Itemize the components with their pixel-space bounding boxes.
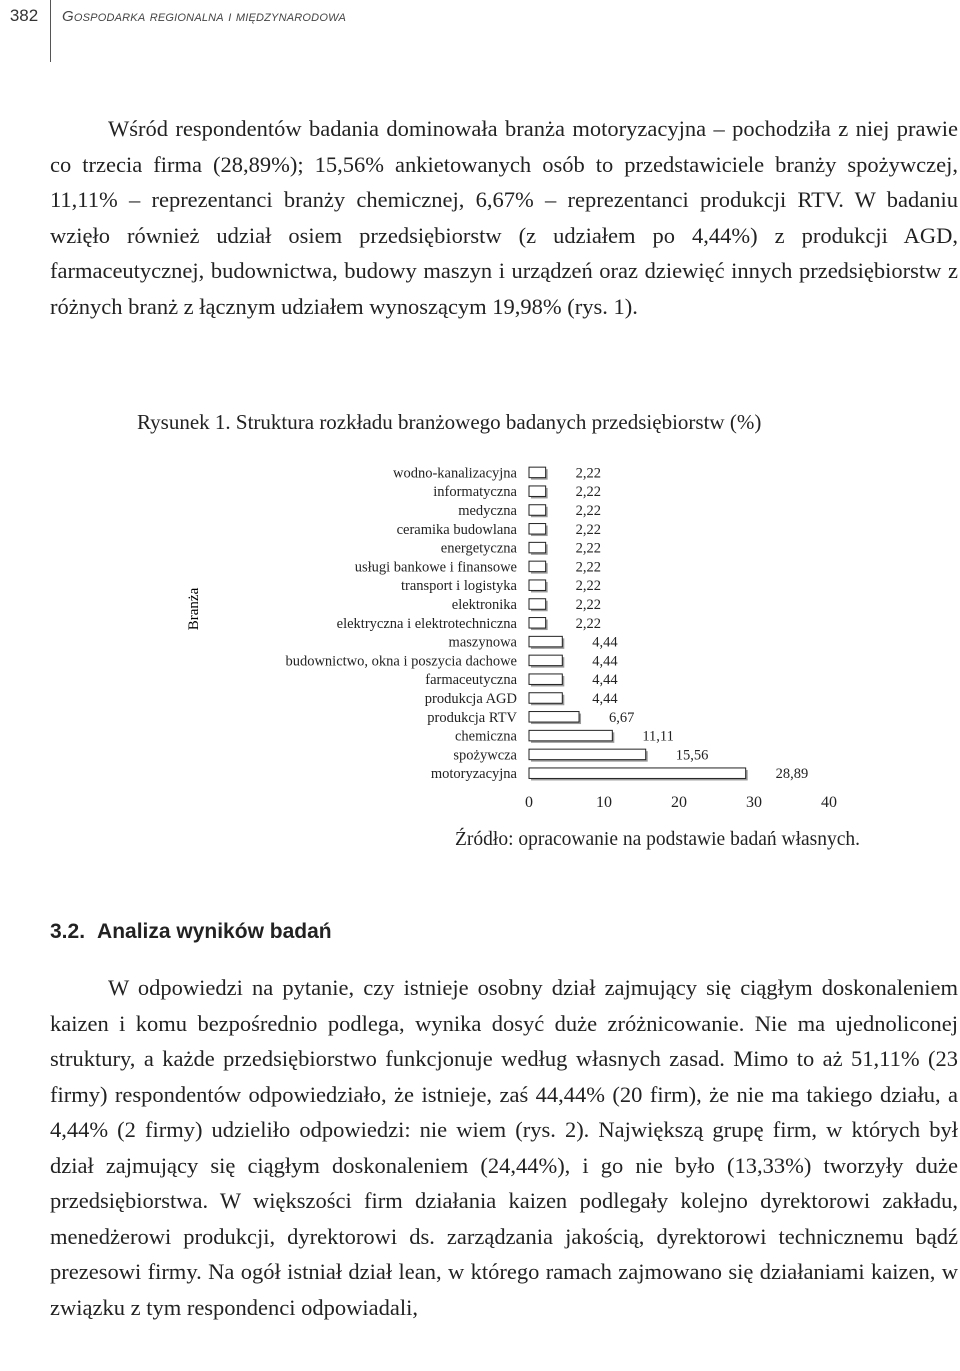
category-label: transport i logistyka (401, 578, 517, 595)
running-head: Gospodarka regionalna i międzynarodowa (62, 8, 346, 25)
value-label: 4,44 (592, 672, 618, 689)
value-label: 2,22 (575, 540, 602, 557)
bars (529, 467, 748, 780)
bar (529, 467, 546, 478)
value-label: 2,22 (575, 465, 602, 482)
category-label: elektryczna i elektrotechniczna (336, 615, 517, 632)
bar (529, 618, 546, 629)
y-axis-title: Branża (186, 587, 202, 631)
value-label: 2,22 (575, 484, 602, 501)
category-label: produkcja AGD (424, 691, 517, 707)
bar (529, 674, 562, 685)
value-label: 2,22 (575, 521, 602, 538)
value-label: 2,22 (575, 559, 602, 576)
bar (529, 693, 562, 704)
value-label: 4,44 (592, 634, 618, 651)
x-tick-label: 10 (596, 794, 612, 811)
category-label: motoryzacyjna (430, 766, 517, 783)
bar (529, 730, 612, 741)
category-label: informatyczna (433, 484, 517, 501)
bar (529, 655, 562, 666)
value-label: 2,22 (575, 503, 602, 519)
x-tick-label: 20 (671, 794, 687, 811)
category-label: wodno-kanalizacyjna (392, 465, 517, 482)
value-label: 2,22 (575, 597, 602, 613)
body-paragraph-1: Wśród respondentów badania dominowała branża motoryzacyjna – pochodziła z niej prawie co trzecia firma (28,89%); 15,56% ankietowanych osób to przedstawiciele branży spożywczej, 11,11% – reprezentanci branży chemicznej, 6,67% – reprezentanci produkcji RTV. W badaniu wzięło również udział osiem przedsiębiorstw (z udziałem po 4,44%) z produkcji AGD, farmaceutycznej, budownictwa, budowy maszyn i urządzeń oraz dziewięć innych przedsiębiorstw z różnych branż z łącznym udziałem wynoszącym 19,98% (rys. 1). (50, 116, 958, 319)
figure-caption: Rysunek 1. Struktura rozkładu branżowego badanych przedsiębiorstw (%) (137, 410, 762, 434)
body-paragraph-2: W odpowiedzi na pytanie, czy istnieje osobny dział zajmujący się ciągłym doskonaleniem kaizen i komu bezpośrednio podlega, wynika dosyć duże zróżnicowanie. Nie ma ujednoliconej struktury, a każde przedsiębiorstwo funkcjonuje według własnych zasad. Mimo to aż 51,11% (23 firmy) respondentów odpowiedziało, że istnieje, zaś 44,44% (20 firm), że nie ma takiego działu, a 4,44% (2 firmy) udzieliło odpowiedzi: nie wiem (rys. 2). Największą grupę firm, w których był dział zajmujący się ciągłym doskonaleniem (24,44%), i go nie było (13,33%) tworzyły duże przedsiębiorstwa. W większości firm działania kaizen podlegały kolejno dyrektorowi zakładu, menedżerowi produkcji, dyrektorowi ds. zarządzania jakością, dyrektorowi technicznemu bądź prezesowi firmy. Na ogół istniał dział lean, w którego ramach zajmowano się działaniami kaizen, w związku z tym respondenci odpowiadali, (50, 975, 958, 1320)
value-label: 15,56 (675, 747, 709, 764)
figure-source: Źródło: opracowanie na podstawie badań własnych. (455, 829, 861, 850)
header-divider (50, 0, 51, 62)
value-label: 4,44 (592, 691, 618, 707)
category-label: budownictwo, okna i poszycia dachowe (285, 653, 517, 670)
value-label: 11,11 (642, 728, 674, 745)
x-tick-label: 0 (525, 794, 533, 811)
category-label: medyczna (458, 503, 517, 519)
bar (529, 505, 546, 516)
bar (529, 524, 546, 535)
category-label: usługi bankowe i finansowe (354, 559, 517, 576)
bar (529, 486, 546, 497)
bar (529, 749, 646, 760)
bar (529, 636, 562, 647)
section-number: 3.2. (50, 920, 86, 943)
bar (529, 561, 546, 572)
category-labels (285, 465, 517, 782)
category-label: chemiczna (455, 728, 517, 745)
category-label: maszynowa (448, 634, 517, 651)
x-axis-ticks (525, 794, 837, 811)
category-label: energetyczna (440, 540, 517, 557)
page-header (0, 0, 960, 64)
value-label: 4,44 (592, 653, 618, 670)
bar (529, 542, 546, 553)
value-label: 6,67 (609, 709, 635, 726)
x-tick-label: 30 (746, 794, 762, 811)
category-label: spożywcza (453, 747, 517, 764)
bar (529, 599, 546, 610)
value-label: 2,22 (575, 615, 602, 632)
section-heading (50, 920, 344, 944)
category-label: ceramika budowlana (396, 521, 517, 538)
value-label: 2,22 (575, 578, 602, 595)
category-label: elektronika (451, 597, 517, 613)
bar (529, 580, 546, 591)
category-label: farmaceutyczna (425, 672, 517, 689)
bar (529, 712, 579, 723)
value-label: 28,89 (775, 766, 809, 783)
industry-bar-chart (170, 455, 870, 815)
category-label: produkcja RTV (427, 709, 517, 726)
x-tick-label: 40 (821, 794, 837, 811)
page-number: 382 (9, 6, 39, 25)
bar (529, 768, 746, 779)
section-title: Analiza wyników badań (97, 920, 332, 943)
